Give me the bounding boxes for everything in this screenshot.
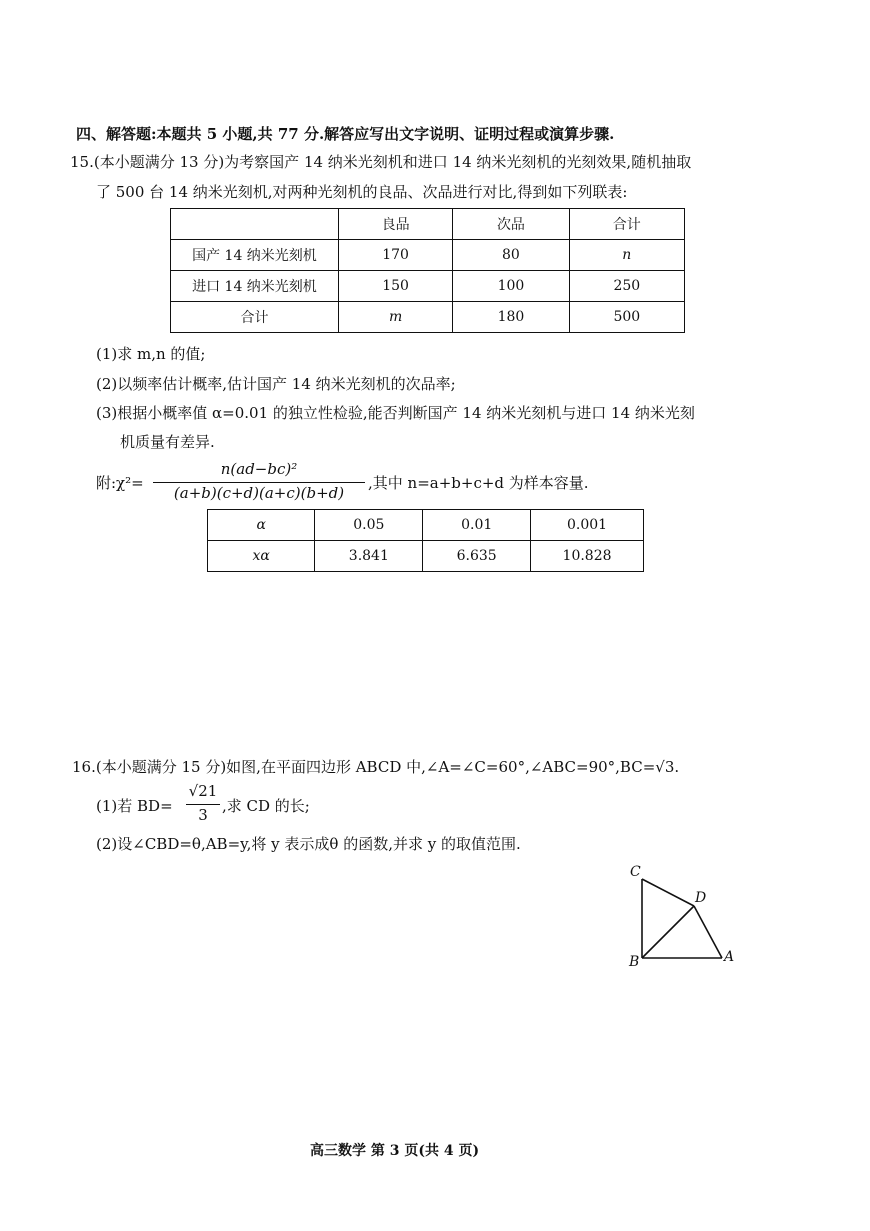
fraction-numerator: n(ad−bc)² bbox=[220, 460, 298, 478]
fraction-bar bbox=[153, 482, 365, 483]
table-cell: m bbox=[338, 302, 452, 333]
q16-part1-prefix: (1)若 BD= bbox=[96, 797, 173, 815]
q15-part3-line2: 机质量有差异. bbox=[120, 433, 215, 451]
fraction-denominator: 3 bbox=[198, 806, 208, 824]
table-cell: 100 bbox=[453, 271, 569, 302]
contingency-table bbox=[170, 208, 685, 333]
table-cell: 合计 bbox=[171, 302, 339, 333]
fraction-bar bbox=[186, 804, 220, 805]
table-cell: 国产 14 纳米光刻机 bbox=[171, 240, 339, 271]
segment-dc bbox=[642, 879, 694, 906]
q15-part1: (1)求 m,n 的值; bbox=[96, 345, 206, 363]
table-row bbox=[171, 240, 685, 271]
bd-fraction bbox=[186, 782, 220, 826]
table-cell: 进口 14 纳米光刻机 bbox=[171, 271, 339, 302]
q15-stem-line1: 15.(本小题满分 13 分)为考察国产 14 纳米光刻机和进口 14 纳米光刻机的光刻效果,随机抽取 bbox=[70, 153, 692, 171]
table-cell: n bbox=[569, 240, 684, 271]
table-row bbox=[208, 541, 644, 572]
table-row bbox=[208, 510, 644, 541]
table-cell: α bbox=[208, 510, 315, 541]
table-header-total: 合计 bbox=[569, 209, 684, 240]
table-cell: 10.828 bbox=[531, 541, 644, 572]
table-header-empty bbox=[171, 209, 339, 240]
chi-square-fraction bbox=[153, 460, 365, 504]
table-cell: 6.635 bbox=[423, 541, 531, 572]
segment-bd bbox=[642, 906, 694, 958]
fraction-numerator: √21 bbox=[188, 782, 218, 800]
table-cell: 250 bbox=[569, 271, 684, 302]
q15-stem-line2: 了 500 台 14 纳米光刻机,对两种光刻机的良品、次品进行对比,得到如下列联表: bbox=[96, 183, 628, 201]
label-d: D bbox=[695, 890, 707, 906]
label-b: B bbox=[629, 954, 640, 970]
label-a: A bbox=[724, 949, 735, 965]
q16-part1-suffix: ,求 CD 的长; bbox=[222, 797, 310, 815]
table-cell: 0.01 bbox=[423, 510, 531, 541]
table-header-defect: 次品 bbox=[453, 209, 569, 240]
q15-part3-line1: (3)根据小概率值 α=0.01 的独立性检验,能否判断国产 14 纳米光刻机与进口 14 纳米光刻 bbox=[96, 404, 695, 422]
table-cell: 0.001 bbox=[531, 510, 644, 541]
table-row bbox=[171, 302, 685, 333]
page-footer: 高三数学 第 3 页(共 4 页) bbox=[310, 1143, 480, 1159]
section-heading: 四、解答题:本题共 5 小题,共 77 分.解答应写出文字说明、证明过程或演算步骤. bbox=[76, 125, 615, 143]
label-c: C bbox=[630, 864, 641, 880]
segment-ad bbox=[694, 906, 722, 958]
q15-part2: (2)以频率估计概率,估计国产 14 纳米光刻机的次品率; bbox=[96, 375, 456, 393]
table-row bbox=[171, 271, 685, 302]
q16-stem: 16.(本小题满分 15 分)如图,在平面四边形 ABCD 中,∠A=∠C=60°,∠ABC=90°,BC=√3. bbox=[72, 758, 680, 776]
appendix-prefix: 附:χ²= bbox=[96, 474, 144, 492]
table-cell: 180 bbox=[453, 302, 569, 333]
table-cell: 80 bbox=[453, 240, 569, 271]
table-cell: 150 bbox=[338, 271, 452, 302]
appendix-suffix: ,其中 n=a+b+c+d 为样本容量. bbox=[368, 474, 589, 492]
critical-value-table bbox=[207, 509, 644, 572]
table-cell: 0.05 bbox=[315, 510, 423, 541]
q16-part2: (2)设∠CBD=θ,AB=y,将 y 表示成θ 的函数,并求 y 的取值范围. bbox=[96, 835, 521, 853]
table-cell: 170 bbox=[338, 240, 452, 271]
table-cell: xα bbox=[208, 541, 315, 572]
table-header-good: 良品 bbox=[338, 209, 452, 240]
table-cell: 3.841 bbox=[315, 541, 423, 572]
table-cell: 500 bbox=[569, 302, 684, 333]
fraction-denominator: (a+b)(c+d)(a+c)(b+d) bbox=[173, 484, 345, 502]
